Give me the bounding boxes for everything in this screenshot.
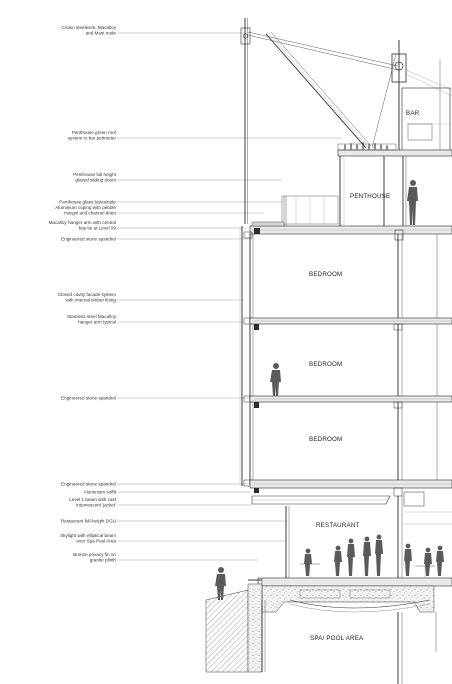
annotation-label: Penthouse full height glazed sliding doors bbox=[73, 172, 116, 183]
room-label-bedroom-3: BEDROOM bbox=[309, 436, 343, 443]
human-figure bbox=[407, 180, 418, 225]
annotation-label: Engineered stone spandrel bbox=[61, 395, 116, 401]
annotation-label: Stainless steel Macalloy hanger arm typical bbox=[66, 314, 116, 325]
crown-steelwork bbox=[241, 18, 452, 224]
annotation-label: Skylight with elliptical beam over Spa Pool Area bbox=[60, 533, 116, 544]
ground-slab bbox=[258, 578, 452, 612]
green-roof-planting bbox=[344, 142, 388, 150]
annotation-label: Penthouse glass balustrade bbox=[59, 199, 116, 205]
human-figure bbox=[215, 567, 226, 600]
room-label-restaurant: RESTAURANT bbox=[316, 522, 360, 529]
annotation-label: Closed cavity facade system with internal timber lining bbox=[57, 292, 116, 303]
annotation-label: Penthouse green roof system to bar perimeter bbox=[67, 130, 116, 141]
restaurant-level bbox=[286, 492, 452, 580]
penthouse-level bbox=[282, 142, 452, 226]
annotation-labels bbox=[49, 25, 117, 563]
annotation-label: Engineered stone spandrel bbox=[61, 481, 116, 487]
room-label-bar: BAR bbox=[406, 110, 420, 117]
annotation-label: Level 1 beam with cast intumescent 'jacket' bbox=[69, 497, 116, 508]
annotation-label: Engineered stone spandrel bbox=[61, 236, 116, 242]
granite-plinth bbox=[206, 567, 262, 672]
annotation-label: Crown steelwork, Macalloy and Mast node bbox=[61, 25, 116, 36]
spa-pool-level bbox=[262, 600, 436, 684]
restaurant-diners bbox=[304, 535, 444, 576]
annotation-label: Aluminium soffit bbox=[83, 489, 116, 495]
typical-floor-slabs bbox=[250, 318, 452, 504]
tower-facade bbox=[240, 226, 437, 486]
room-label-penthouse: PENTHOUSE bbox=[350, 193, 391, 200]
room-label-bedroom-2: BEDROOM bbox=[309, 361, 343, 368]
annotation-label: Aluminium coping with pebble margin and channel drain bbox=[55, 205, 116, 216]
room-label-spa-pool-area: SPA/ POOL AREA bbox=[310, 635, 364, 642]
room-label-bedroom-1: BEDROOM bbox=[309, 271, 343, 278]
level-09-slab bbox=[250, 222, 452, 240]
bar-level bbox=[402, 60, 450, 152]
annotation-label: Bronze privacy fin on granite plinth bbox=[73, 552, 116, 563]
annotation-label: Restaurant full-height DGU bbox=[60, 518, 116, 524]
human-figure bbox=[270, 363, 281, 396]
annotation-label: Macalloy hanger arm with central bay tie at Level 09 bbox=[48, 220, 116, 231]
